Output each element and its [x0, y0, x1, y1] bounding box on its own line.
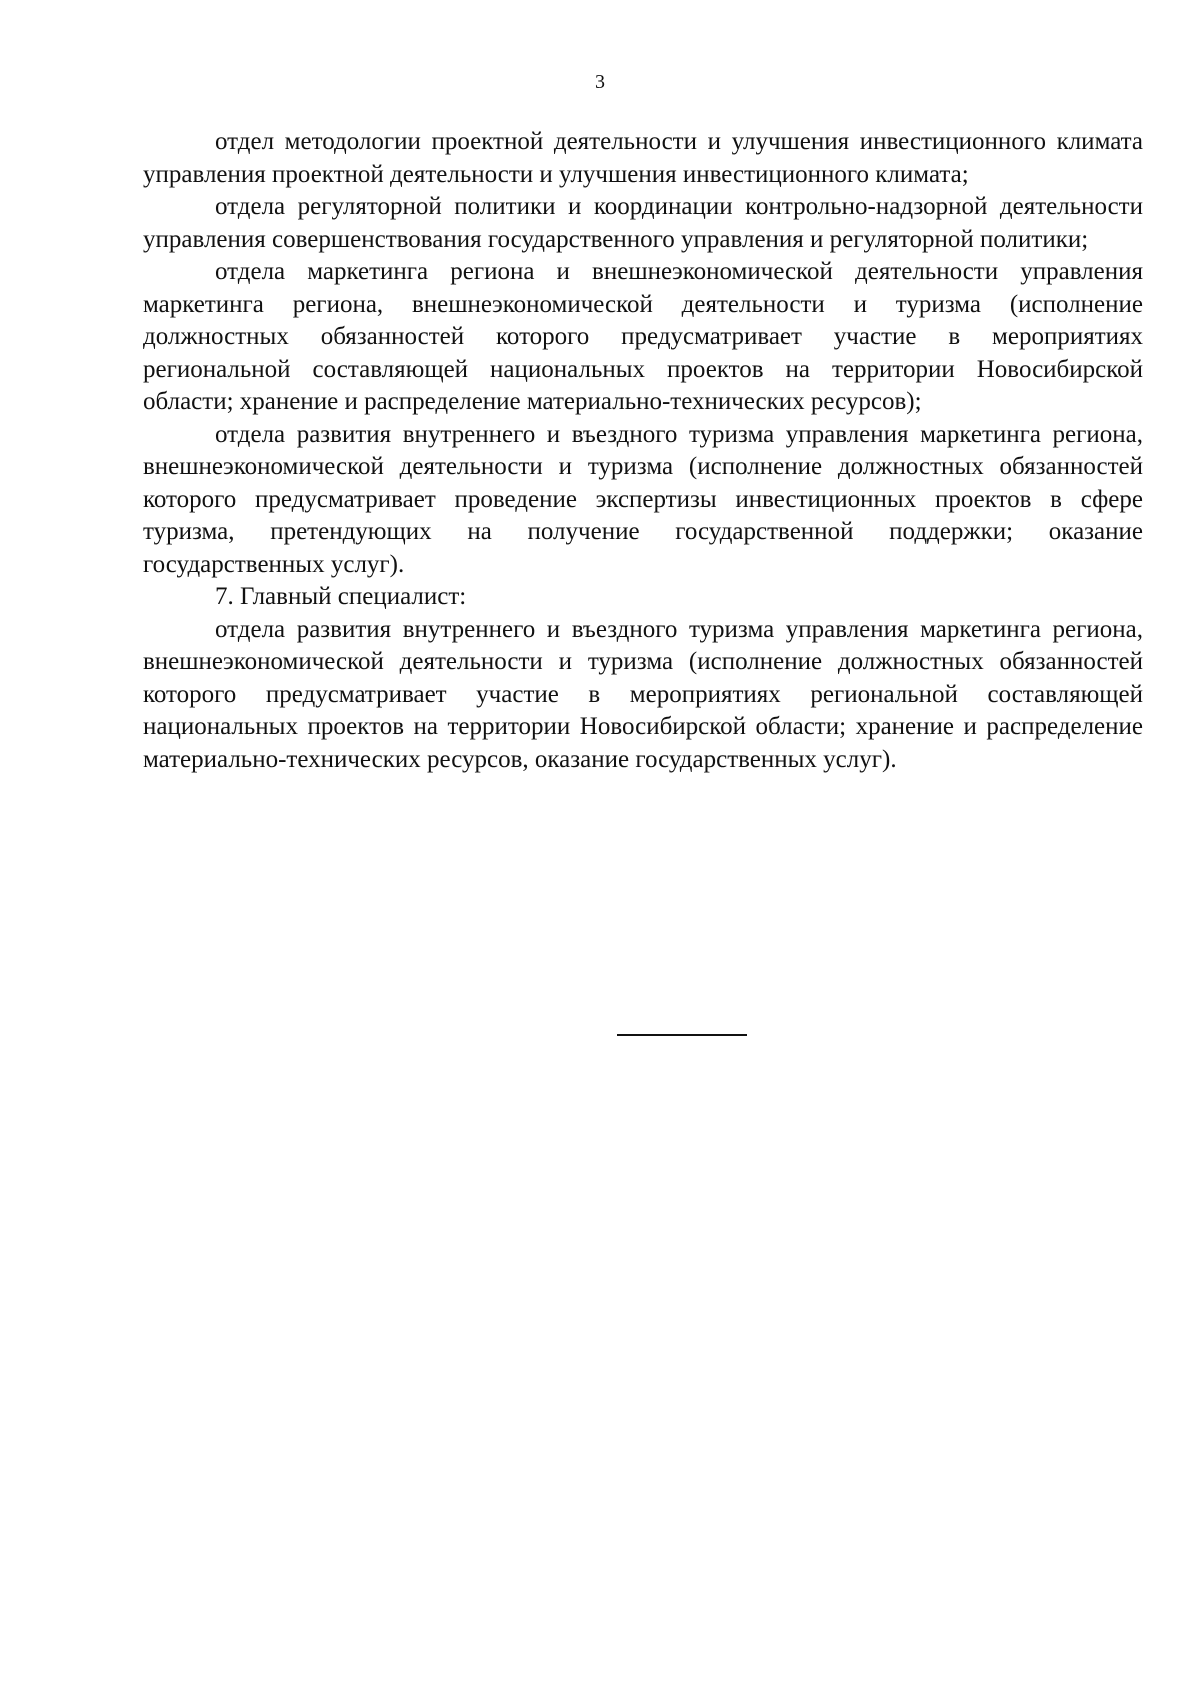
- document-body: [143, 126, 1143, 776]
- paragraph-chief-specialist-heading: 7. Главный специалист:: [215, 583, 467, 610]
- paragraph-methodology-department: отдел методологии проектной деятельности и улучшения инвестиционного климата управления проектной деятельности и улучшения инвестиционного климата;: [143, 128, 1143, 188]
- paragraph-tourism-development-department: отдела развития внутреннего и въездного туризма управления маркетинга региона, внешнеэкономической деятельности и туризма (исполнение должностных обязанностей которого предусматривает проведение экспертизы инвестиционных проектов в сфере туризма, претендующих на получение государственной поддержки; оказание государственных услуг).: [143, 420, 1143, 578]
- end-of-document-line: [617, 1034, 747, 1036]
- paragraph-tourism-development-chief-specialist: отдела развития внутреннего и въездного туризма управления маркетинга региона, внешнеэкономической деятельности и туризма (исполнение должностных обязанностей которого предусматривает участие в мероприятиях региональной составляющей национальных проектов на территории Новосибирской области; хранение и распределение материально-технических ресурсов, оказание государственных услуг).: [143, 615, 1143, 773]
- page-number: 3: [595, 71, 605, 93]
- paragraph-regulatory-policy-department: отдела регуляторной политики и координации контрольно-надзорной деятельности управления совершенствования государственного управления и регуляторной политики;: [143, 193, 1143, 253]
- paragraph-regional-marketing-department: отдела маркетинга региона и внешнеэкономической деятельности управления маркетинга региона, внешнеэкономической деятельности и туризма (исполнение должностных обязанностей которого предусматривает участие в мероприятиях региональной составляющей национальных проектов на территории Новосибирской области; хранение и распределение материально-технических ресурсов);: [143, 258, 1143, 415]
